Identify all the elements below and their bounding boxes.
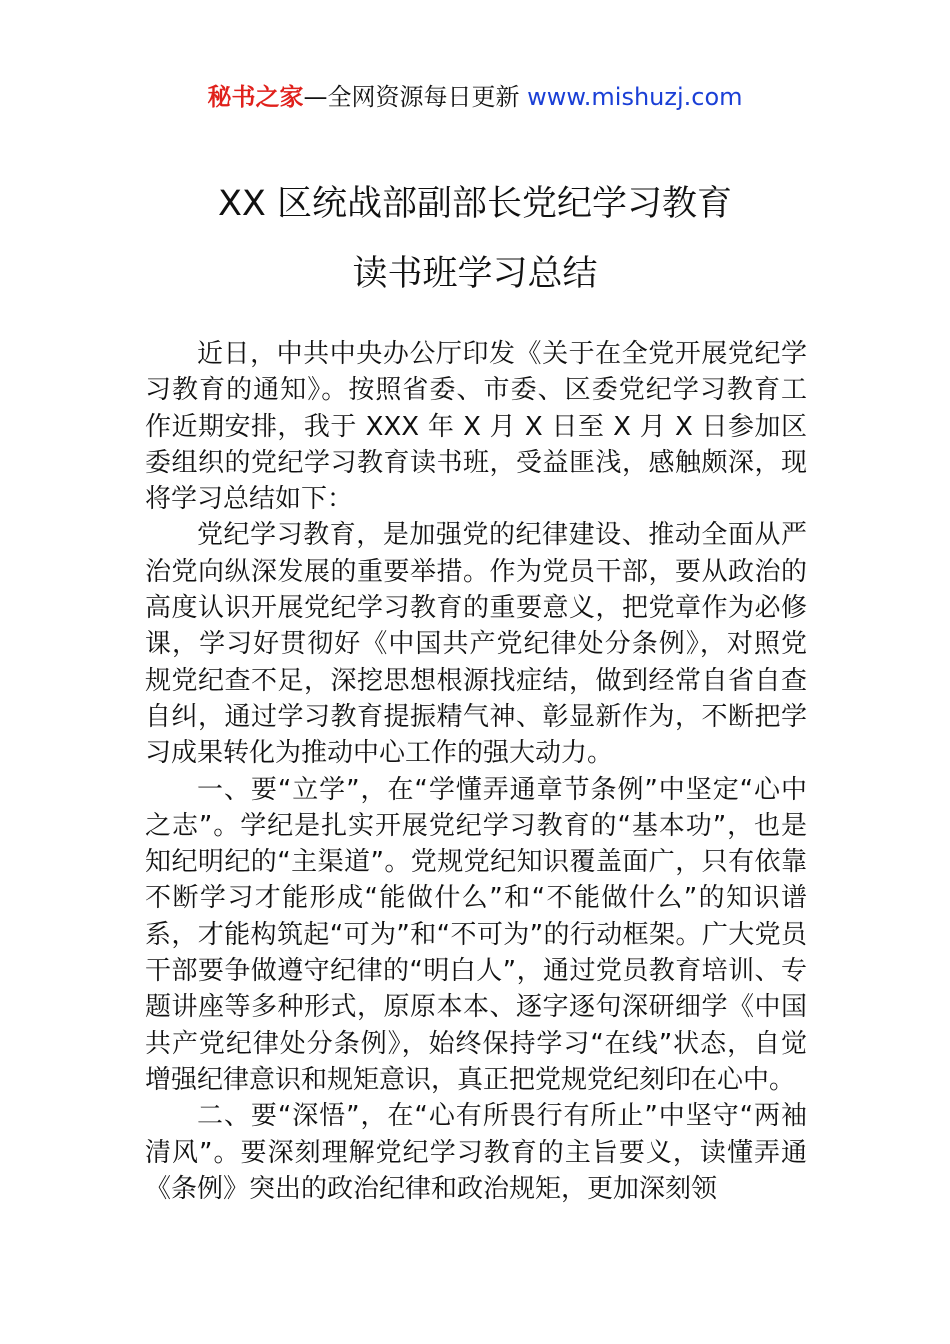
site-url-link[interactable]: www.mishuzj.com	[527, 83, 743, 111]
document-title-line-2: 读书班学习总结	[352, 254, 598, 294]
document-title-line-1: XX 区统战部副部长党纪学习教育	[217, 184, 733, 224]
paragraph-intro: 近日，中共中央办公厅印发《关于在全党开展党纪学习教育的通知》。按照省委、市委、区委党纪学习教育工作近期安排，我于 XXX 年 X 月 X 日至 X 月 X 日参加区委组织的党纪学习教育读书班，受益匪浅，感触颇深，现将学习总结如下：	[145, 339, 807, 515]
header-tagline: —全网资源每日更新	[303, 83, 528, 111]
paragraph-significance: 党纪学习教育，是加强党的纪律建设、推动全面从严治党向纵深发展的重要举措。作为党员干部，要从政治的高度认识开展党纪学习教育的重要意义，把党章作为必修课，学习好贯彻好《中国共产党纪律处分条例》，对照党规党纪查不足，深挖思想根源找症结，做到经常自省自查自纠，通过学习教育提振精气神、彰显新作为，不断把学习成果转化为推动中心工作的强大动力。	[145, 520, 807, 769]
paragraph-section-one: 一、要“立学”，在“学懂弄通章节条例”中坚定“心中之志”。学纪是扎实开展党纪学习教育的“基本功”，也是知纪明纪的“主渠道”。党规党纪知识覆盖面广，只有依靠不断学习才能形成“能做什么”和“不能做什么”的知识谱系，才能构筑起“可为”和“不可为”的行动框架。广大党员干部要争做遵守纪律的“明白人”，通过党员教育培训、专题讲座等多种形式，原原本本、逐字逐句深研细学《中国共产党纪律处分条例》，始终保持学习“在线”状态，自觉增强纪律意识和规矩意识，真正把党规党纪刻印在心中。	[145, 774, 807, 1095]
paragraph-section-two: 二、要“深悟”，在“心有所畏行有所止”中坚守“两袖清风”。要深刻理解党纪学习教育的主旨要义，读懂弄通《条例》突出的政治纪律和政治规矩，更加深刻领	[145, 1101, 807, 1204]
brand-name: 秘书之家	[207, 83, 304, 111]
document-body	[145, 336, 807, 1207]
site-header	[0, 80, 950, 114]
